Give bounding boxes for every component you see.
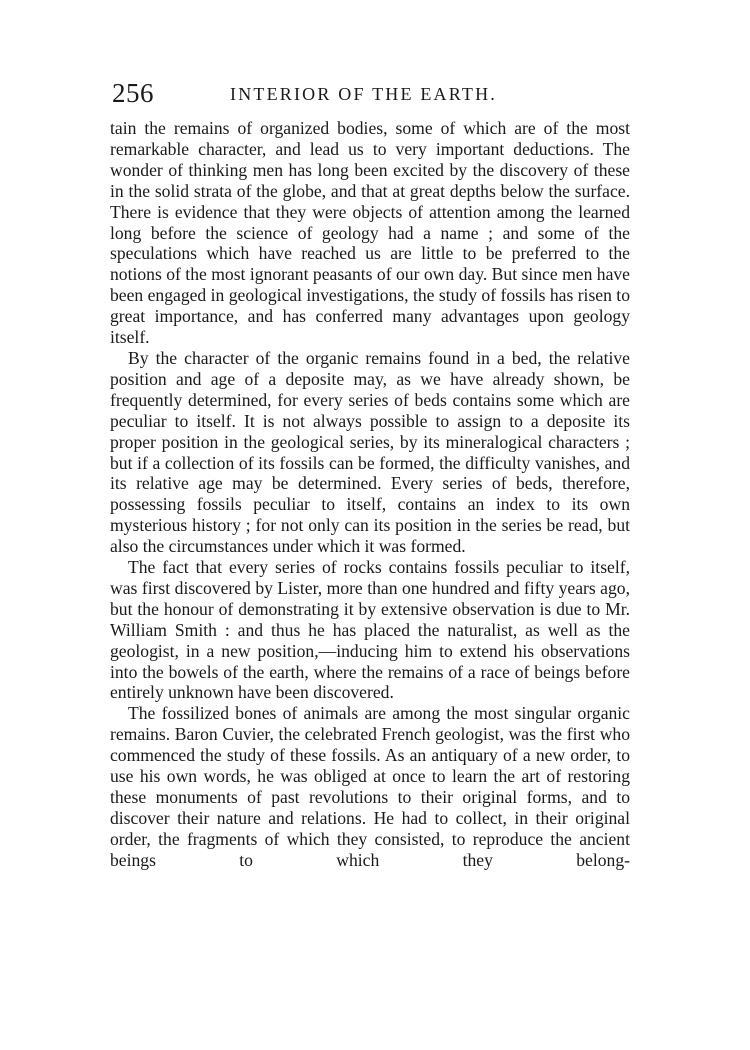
body-text: [110, 118, 630, 871]
paragraph-organic-remains: By the character of the organic remains found in a bed, the relative position and age of a deposite may, as we have already shown, be frequently determined, for every series of beds contains some which are peculiar to itself. It is not always possible to assign to a deposite its proper position in the geological series, by its mineralogical characters ; but if a collection of its fossils can be formed, the difficulty vanishes, and its relative age may be determined. Every series of beds, therefore, possessing fossils peculiar to itself, contains an index to its own mysterious history ; for not only can its position in the series be read, but also the circumstances under which it was formed.: [110, 347, 630, 557]
running-title: INTERIOR OF THE EARTH.: [230, 84, 497, 104]
page-number: 256: [112, 78, 154, 108]
running-head: [112, 78, 632, 114]
paragraph-cuvier: The fossilized bones of animals are among the most singular organic remains. Baron Cuvier, the celebrated French geologist, was the first who commenced the study of these fossils. As an antiquary of a new order, to use his own words, he was obliged at once to learn the art of restoring these monuments of past revolutions to their original forms, and to discover their nature and relations. He had to collect, in their original order, the fragments of which they consisted, to reproduce the ancient beings to which they belong-: [110, 703, 630, 870]
paragraph-continuation: tain the remains of organized bodies, some of which are of the most remarkable character, and lead us to very important deductions. The wonder of thinking men has long been excited by the discovery of these in the solid strata of the globe, and that at great depths below the surface. There is evidence that they were objects of attention among the learned long before the science of geology had a name ; and some of the speculations which have reached us are little to be preferred to the notions of the most ignorant peasants of our own day. But since men have been engaged in geological investigations, the study of fossils has risen to great importance, and has conferred many advantages upon geology itself.: [110, 118, 630, 348]
paragraph-lister-smith: The fact that every series of rocks contains fossils peculiar to itself, was first discovered by Lister, more than one hundred and fifty years ago, but the honour of demonstrating it by extensive observation is due to Mr. William Smith : and thus he has placed the naturalist, as well as the geologist, in a new position,—inducing him to extend his observations into the bowels of the earth, where the remains of a race of beings before entirely unknown have been discovered.: [110, 557, 630, 703]
